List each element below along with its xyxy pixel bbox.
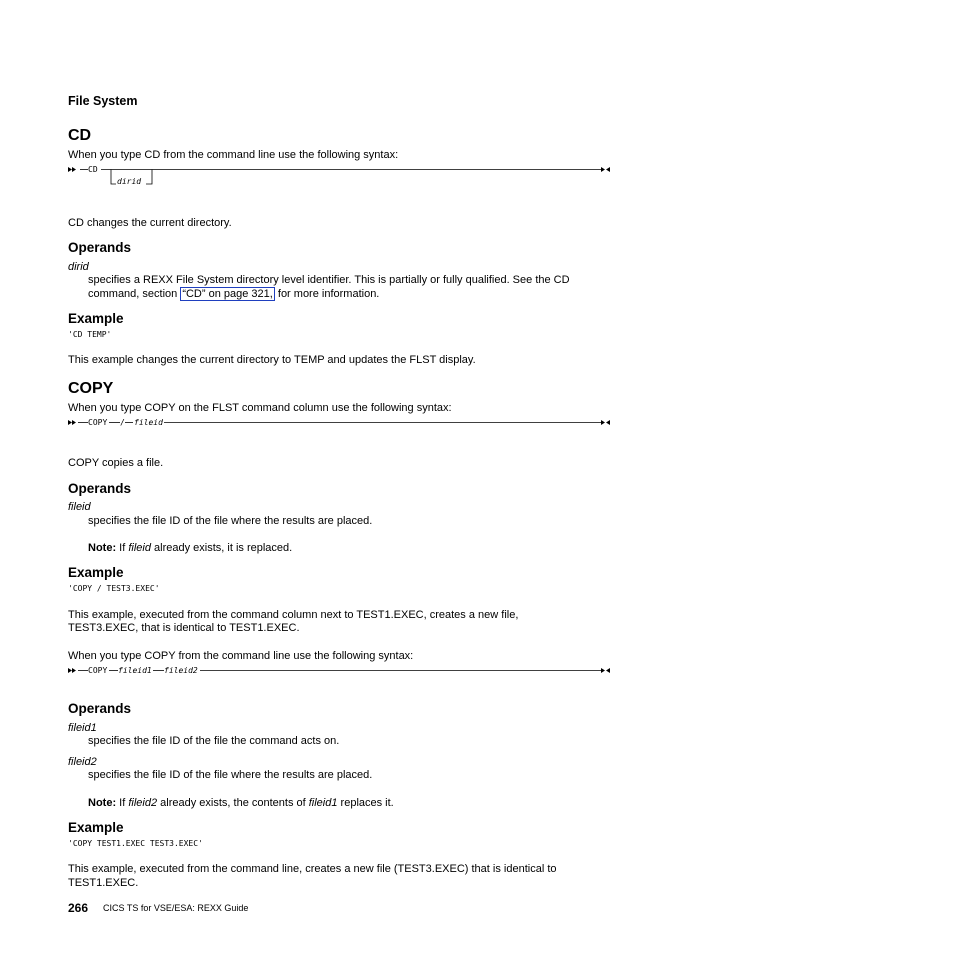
copy-note-before: If bbox=[119, 542, 129, 554]
copy-cmdline-note-term2: fileid1 bbox=[308, 797, 338, 809]
cd-syntax-optional-dirid: dirid bbox=[117, 177, 142, 186]
copy-cmdline-operand1-term: fileid1 bbox=[68, 722, 97, 734]
copy-cmdline-example-heading: Example bbox=[68, 820, 124, 835]
page-number: 266 bbox=[68, 901, 89, 915]
cd-operand-term: dirid bbox=[68, 261, 89, 273]
copy-cmdline-note-before: If bbox=[119, 797, 129, 809]
copy-example-text-line1: This example, executed from the command column next to TEST1.EXEC, creates a new file, bbox=[68, 609, 519, 621]
copy-operand-term: fileid bbox=[68, 501, 91, 513]
copy-cmdline-note-after: replaces it. bbox=[337, 797, 394, 809]
cd-operand-def-text-before: command, section bbox=[88, 288, 181, 300]
running-head: File System bbox=[68, 94, 138, 108]
copy-cmdline-example-code: 'COPY TEST1.EXEC TEST3.EXEC' bbox=[68, 839, 203, 848]
cd-syntax-intro: When you type CD from the command line use the following syntax: bbox=[68, 149, 399, 161]
copy-cmdline-syntax-fileid2: fileid2 bbox=[164, 666, 198, 675]
copy-syntax-fileid: fileid bbox=[134, 418, 163, 427]
cd-page-xref-link[interactable]: “CD” on page 321, bbox=[182, 288, 273, 300]
cd-syntax-keyword: CD bbox=[88, 165, 98, 174]
book-title: CICS TS for VSE/ESA: REXX Guide bbox=[103, 903, 249, 913]
copy-cmdline-syntax-intro: When you type COPY from the command line use the following syntax: bbox=[68, 650, 414, 662]
cd-section-title: CD bbox=[68, 127, 92, 144]
copy-cmdline-note-middle: already exists, the contents of bbox=[157, 797, 309, 809]
cd-syntax-diagram bbox=[68, 162, 613, 193]
copy-cmdline-syntax-diagram bbox=[68, 663, 613, 682]
copy-cmdline-example-text-line1: This example, executed from the command line, creates a new file (TEST3.EXEC) that is identical to bbox=[68, 863, 557, 875]
copy-cmdline-syntax-fileid1: fileid1 bbox=[118, 666, 152, 675]
copy-operand-def: specifies the file ID of the file where the results are placed. bbox=[88, 515, 373, 527]
copy-syntax-keyword: COPY bbox=[88, 418, 108, 427]
copy-syntax-slash: / bbox=[120, 418, 125, 427]
copy-cmdline-note-label: Note: bbox=[88, 797, 117, 809]
copy-syntax-intro: When you type COPY on the FLST command column use the following syntax: bbox=[68, 402, 452, 414]
copy-note-term: fileid bbox=[128, 542, 151, 554]
copy-description: COPY copies a file. bbox=[68, 457, 164, 469]
copy-cmdline-operand2-def: specifies the file ID of the file where the results are placed. bbox=[88, 769, 373, 781]
copy-cmdline-note-term1: fileid2 bbox=[128, 797, 158, 809]
cd-operands-heading: Operands bbox=[68, 240, 132, 255]
copy-cmdline-operand2-term: fileid2 bbox=[68, 756, 97, 768]
copy-example-text-line2: TEST3.EXEC, that is identical to TEST1.EXEC. bbox=[68, 622, 300, 634]
copy-cmdline-syntax-keyword: COPY bbox=[88, 666, 108, 675]
copy-note-label: Note: bbox=[88, 542, 117, 554]
copy-syntax-diagram bbox=[68, 415, 613, 434]
cd-operand-def-text-after: for more information. bbox=[274, 288, 380, 300]
cd-example-text: This example changes the current directory to TEMP and updates the FLST display. bbox=[68, 354, 476, 366]
copy-note bbox=[88, 542, 292, 554]
cd-example-heading: Example bbox=[68, 311, 124, 326]
copy-example-heading: Example bbox=[68, 565, 124, 580]
copy-cmdline-operands-heading: Operands bbox=[68, 701, 132, 716]
cd-example-code: 'CD TEMP' bbox=[68, 330, 112, 339]
copy-cmdline-operand1-def: specifies the file ID of the file the command acts on. bbox=[88, 735, 340, 747]
copy-cmdline-example-text-line2: TEST1.EXEC. bbox=[68, 877, 139, 889]
cd-description: CD changes the current directory. bbox=[68, 217, 232, 229]
cd-operand-def-line1: specifies a REXX File System directory level identifier. This is partially or fully qualified. See the CD bbox=[88, 274, 570, 286]
copy-operands-heading: Operands bbox=[68, 481, 132, 496]
copy-section-title: COPY bbox=[68, 380, 114, 397]
copy-cmdline-note bbox=[88, 797, 394, 809]
copy-note-after: already exists, it is replaced. bbox=[150, 542, 293, 554]
copy-example-code: 'COPY / TEST3.EXEC' bbox=[68, 584, 160, 593]
cd-operand-def-line2 bbox=[88, 288, 379, 300]
